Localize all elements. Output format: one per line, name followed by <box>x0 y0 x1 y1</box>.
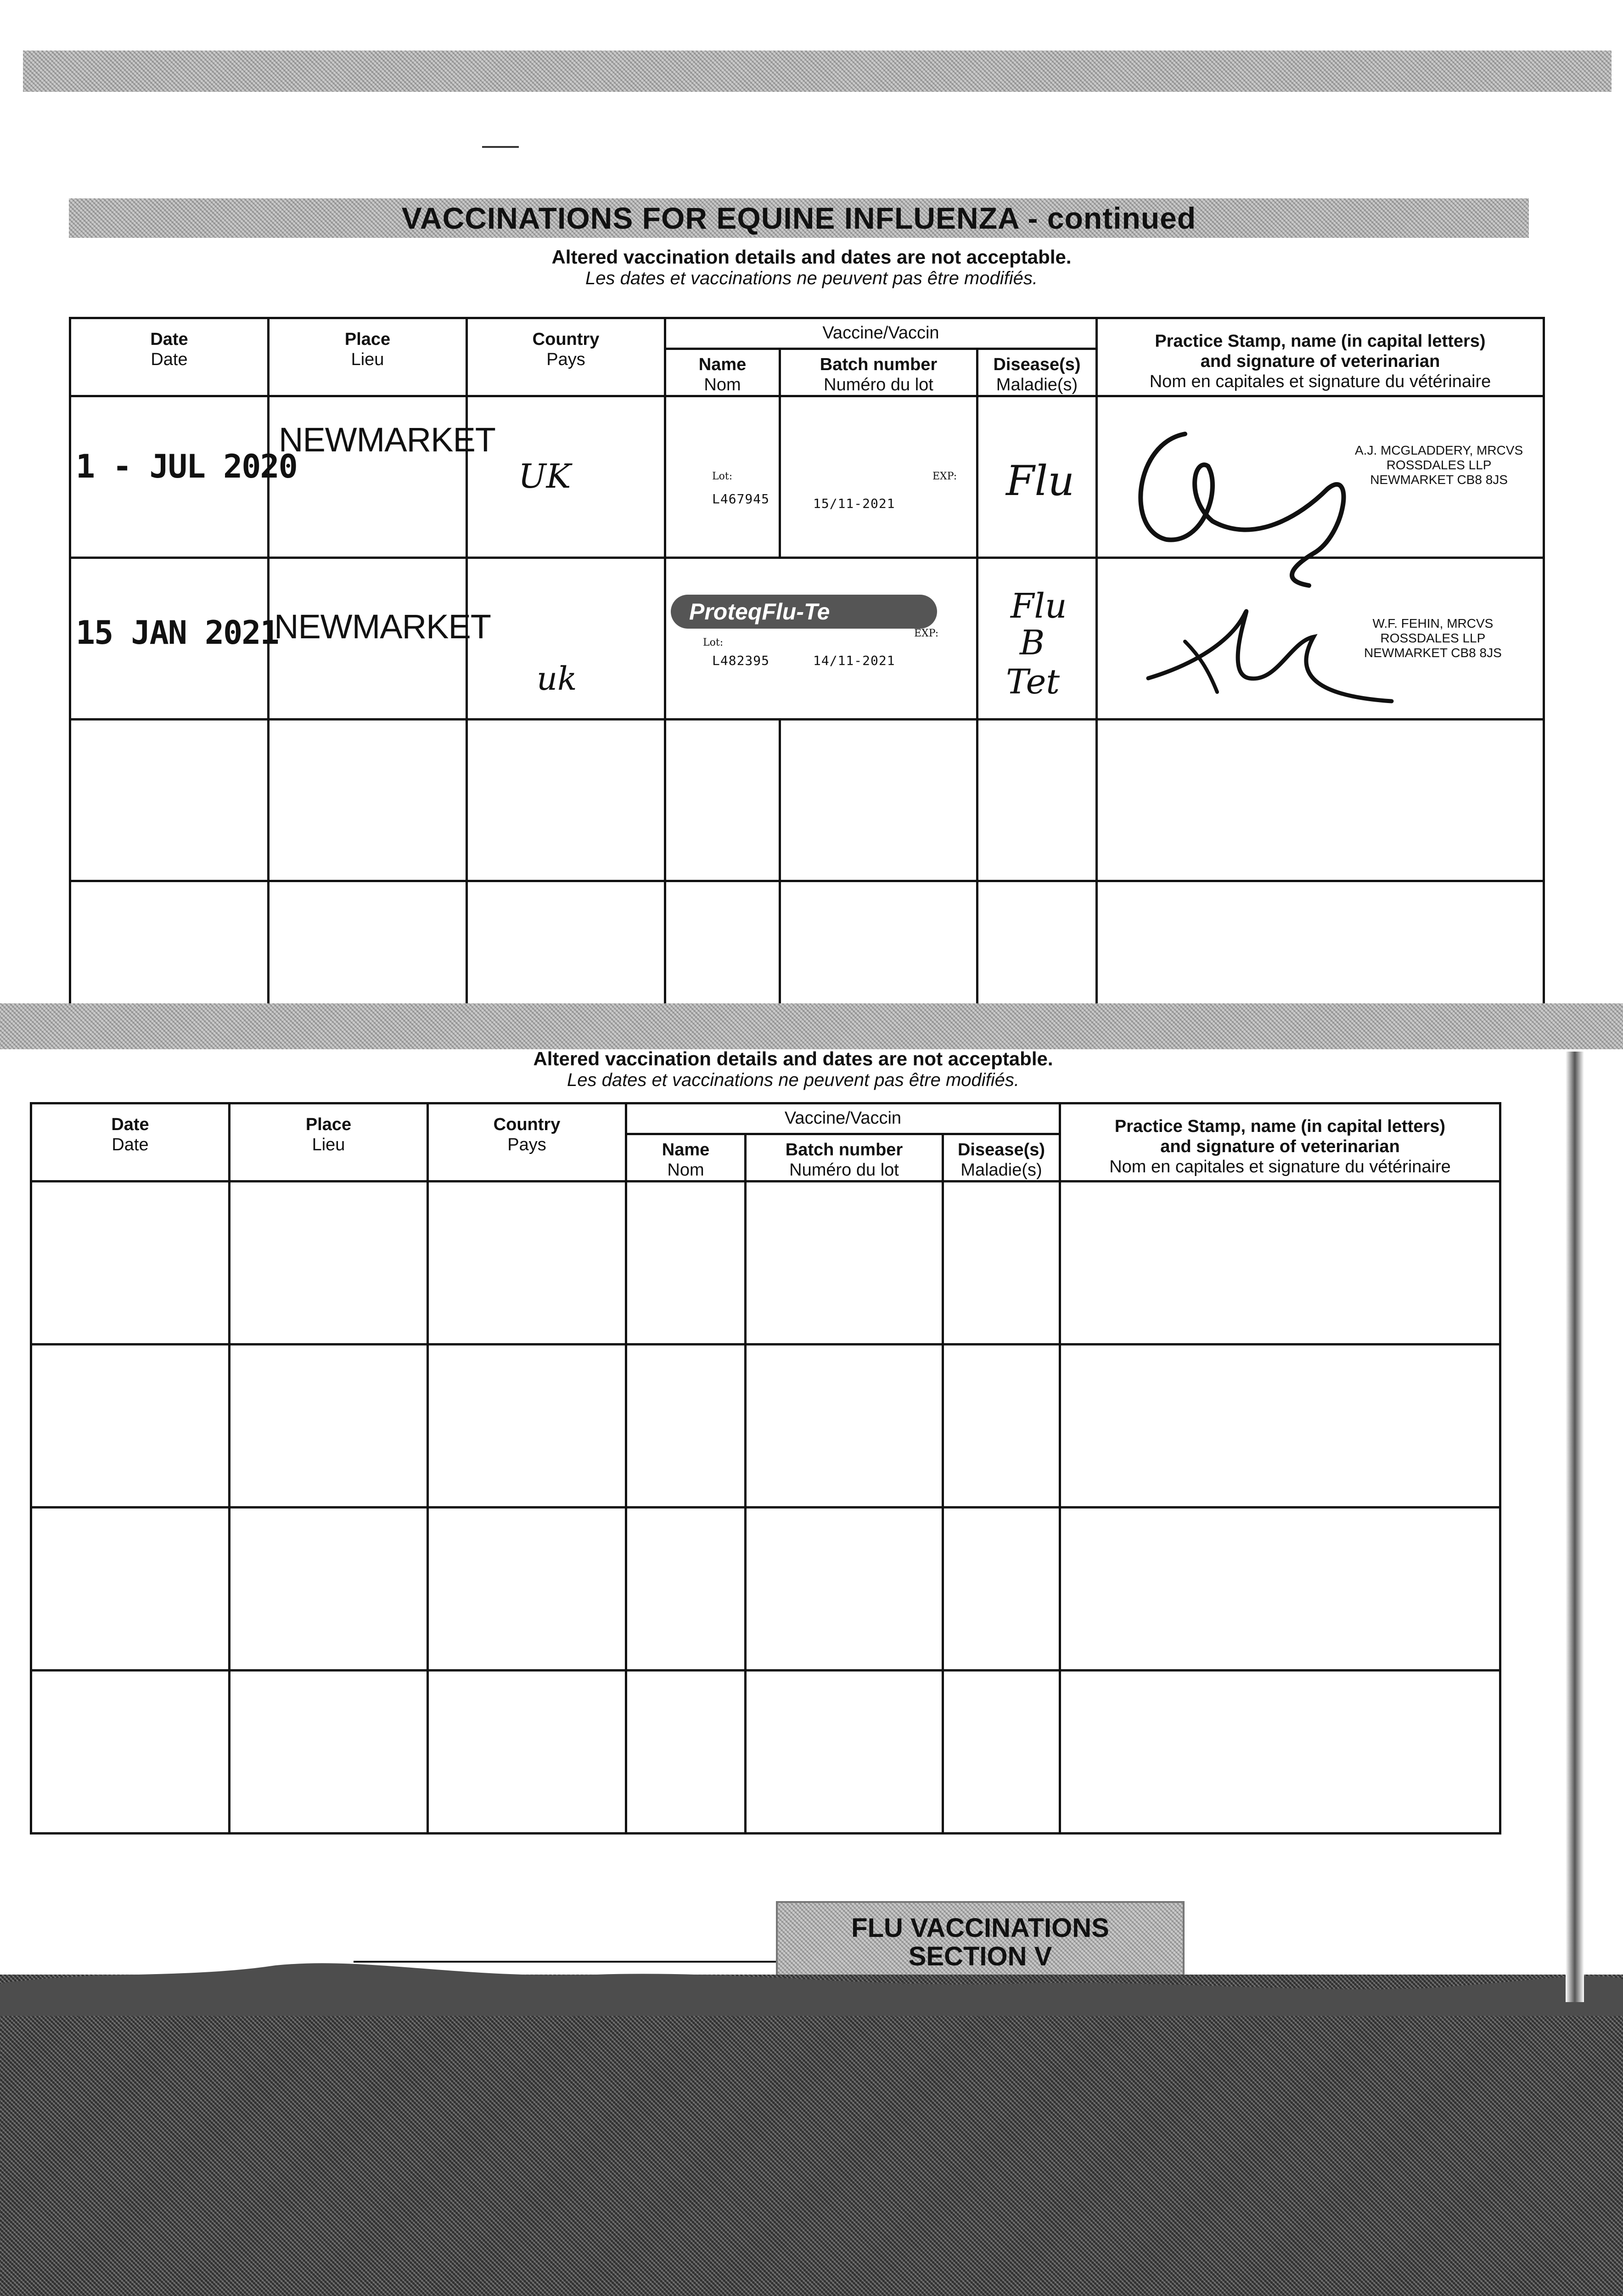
page-edge-shadow <box>1566 1052 1584 2002</box>
cell-stamp <box>1097 396 1544 558</box>
cell-date: 15 JAN 2021 <box>70 558 269 720</box>
cell-place: NEWMARKET <box>269 558 467 720</box>
cell-place: NEWMARKET <box>269 396 467 558</box>
page-title: VACCINATIONS FOR EQUINE INFLUENZA - continued <box>401 201 1196 235</box>
col-vaccine: Vaccine/Vaccin <box>626 1103 1060 1134</box>
col-vaccine: Vaccine/Vaccin <box>665 318 1097 349</box>
notice-top <box>0 246 1623 289</box>
col-date: Date Date <box>31 1103 230 1182</box>
signature-image <box>1139 586 1396 706</box>
col-stamp: Practice Stamp, name (in capital letters) and signature of veterinarian Nom en capitales et signature du vétérinaire <box>1060 1103 1500 1182</box>
scan-fold-strip <box>0 1003 1623 1049</box>
col-stamp: Practice Stamp, name (in capital letters) and signature of veterinarian Nom en capitales et signature du vétérinaire <box>1097 318 1544 396</box>
section-label: FLU VACCINATIONS SECTION V <box>776 1901 1185 1984</box>
col-disease: Disease(s) Maladie(s) <box>977 349 1097 396</box>
vaccination-table-top <box>69 317 1545 1020</box>
vet-stamp: A.J. MCGLADDERY, MRCVS ROSSDALES LLP NEWMARKET CB8 8JS <box>1355 443 1523 487</box>
cell-country: uk <box>467 558 665 720</box>
col-place: Place Lieu <box>269 318 467 396</box>
cell-disease: Flu <box>977 396 1097 558</box>
table-row-empty <box>31 1671 1500 1834</box>
cell-vaccine-batch: ProteqFlu-Te Lot: EXP: L482395 14/11-2021 <box>665 558 977 720</box>
table-row-empty <box>31 1508 1500 1671</box>
col-country: Country Pays <box>467 318 665 396</box>
notice-en: Altered vaccination details and dates are not acceptable. <box>551 246 1072 268</box>
notice-en: Altered vaccination details and dates are not acceptable. <box>533 1048 1053 1069</box>
cell-disease: Flu B Tet <box>977 558 1097 720</box>
table-row-empty <box>70 881 1544 1019</box>
vaccine-name-label: ProteqFlu-Te <box>671 595 937 629</box>
page-title-band <box>69 198 1529 238</box>
col-country: Country Pays <box>428 1103 626 1182</box>
table-row <box>70 558 1544 720</box>
top-faint-rule <box>482 146 519 148</box>
cell-batch-number: EXP: 15/11-2021 <box>780 396 977 558</box>
cell-country: UK <box>467 396 665 558</box>
notice-fr: Les dates et vaccinations ne peuvent pas être modifiés. <box>585 268 1038 288</box>
col-date: Date Date <box>70 318 269 396</box>
notice-bottom <box>0 1048 1605 1091</box>
cell-date: 1 - JUL 2020 <box>70 396 269 558</box>
table-row-empty <box>31 1345 1500 1508</box>
col-batch-number: Batch number Numéro du lot <box>746 1134 943 1182</box>
table-row-empty <box>70 720 1544 881</box>
col-place: Place Lieu <box>230 1103 428 1182</box>
table-row-empty <box>31 1182 1500 1345</box>
scan-bottom-edge <box>0 1975 1623 2296</box>
vet-stamp: W.F. FEHIN, MRCVS ROSSDALES LLP NEWMARKET CB8 8JS <box>1364 616 1502 660</box>
top-header-strip <box>23 51 1612 92</box>
col-disease: Disease(s) Maladie(s) <box>943 1134 1060 1182</box>
cell-stamp <box>1097 558 1544 720</box>
torn-edge <box>0 1952 1623 2016</box>
col-vaccine-name: Name Nom <box>626 1134 746 1182</box>
col-vaccine-name: Name Nom <box>665 349 780 396</box>
notice-fr: Les dates et vaccinations ne peuvent pas être modifiés. <box>567 1070 1020 1090</box>
table-row <box>70 396 1544 558</box>
vaccination-table-bottom <box>30 1102 1501 1835</box>
cell-vaccine-name: Lot: L467945 <box>665 396 780 558</box>
col-batch-number: Batch number Numéro du lot <box>780 349 977 396</box>
